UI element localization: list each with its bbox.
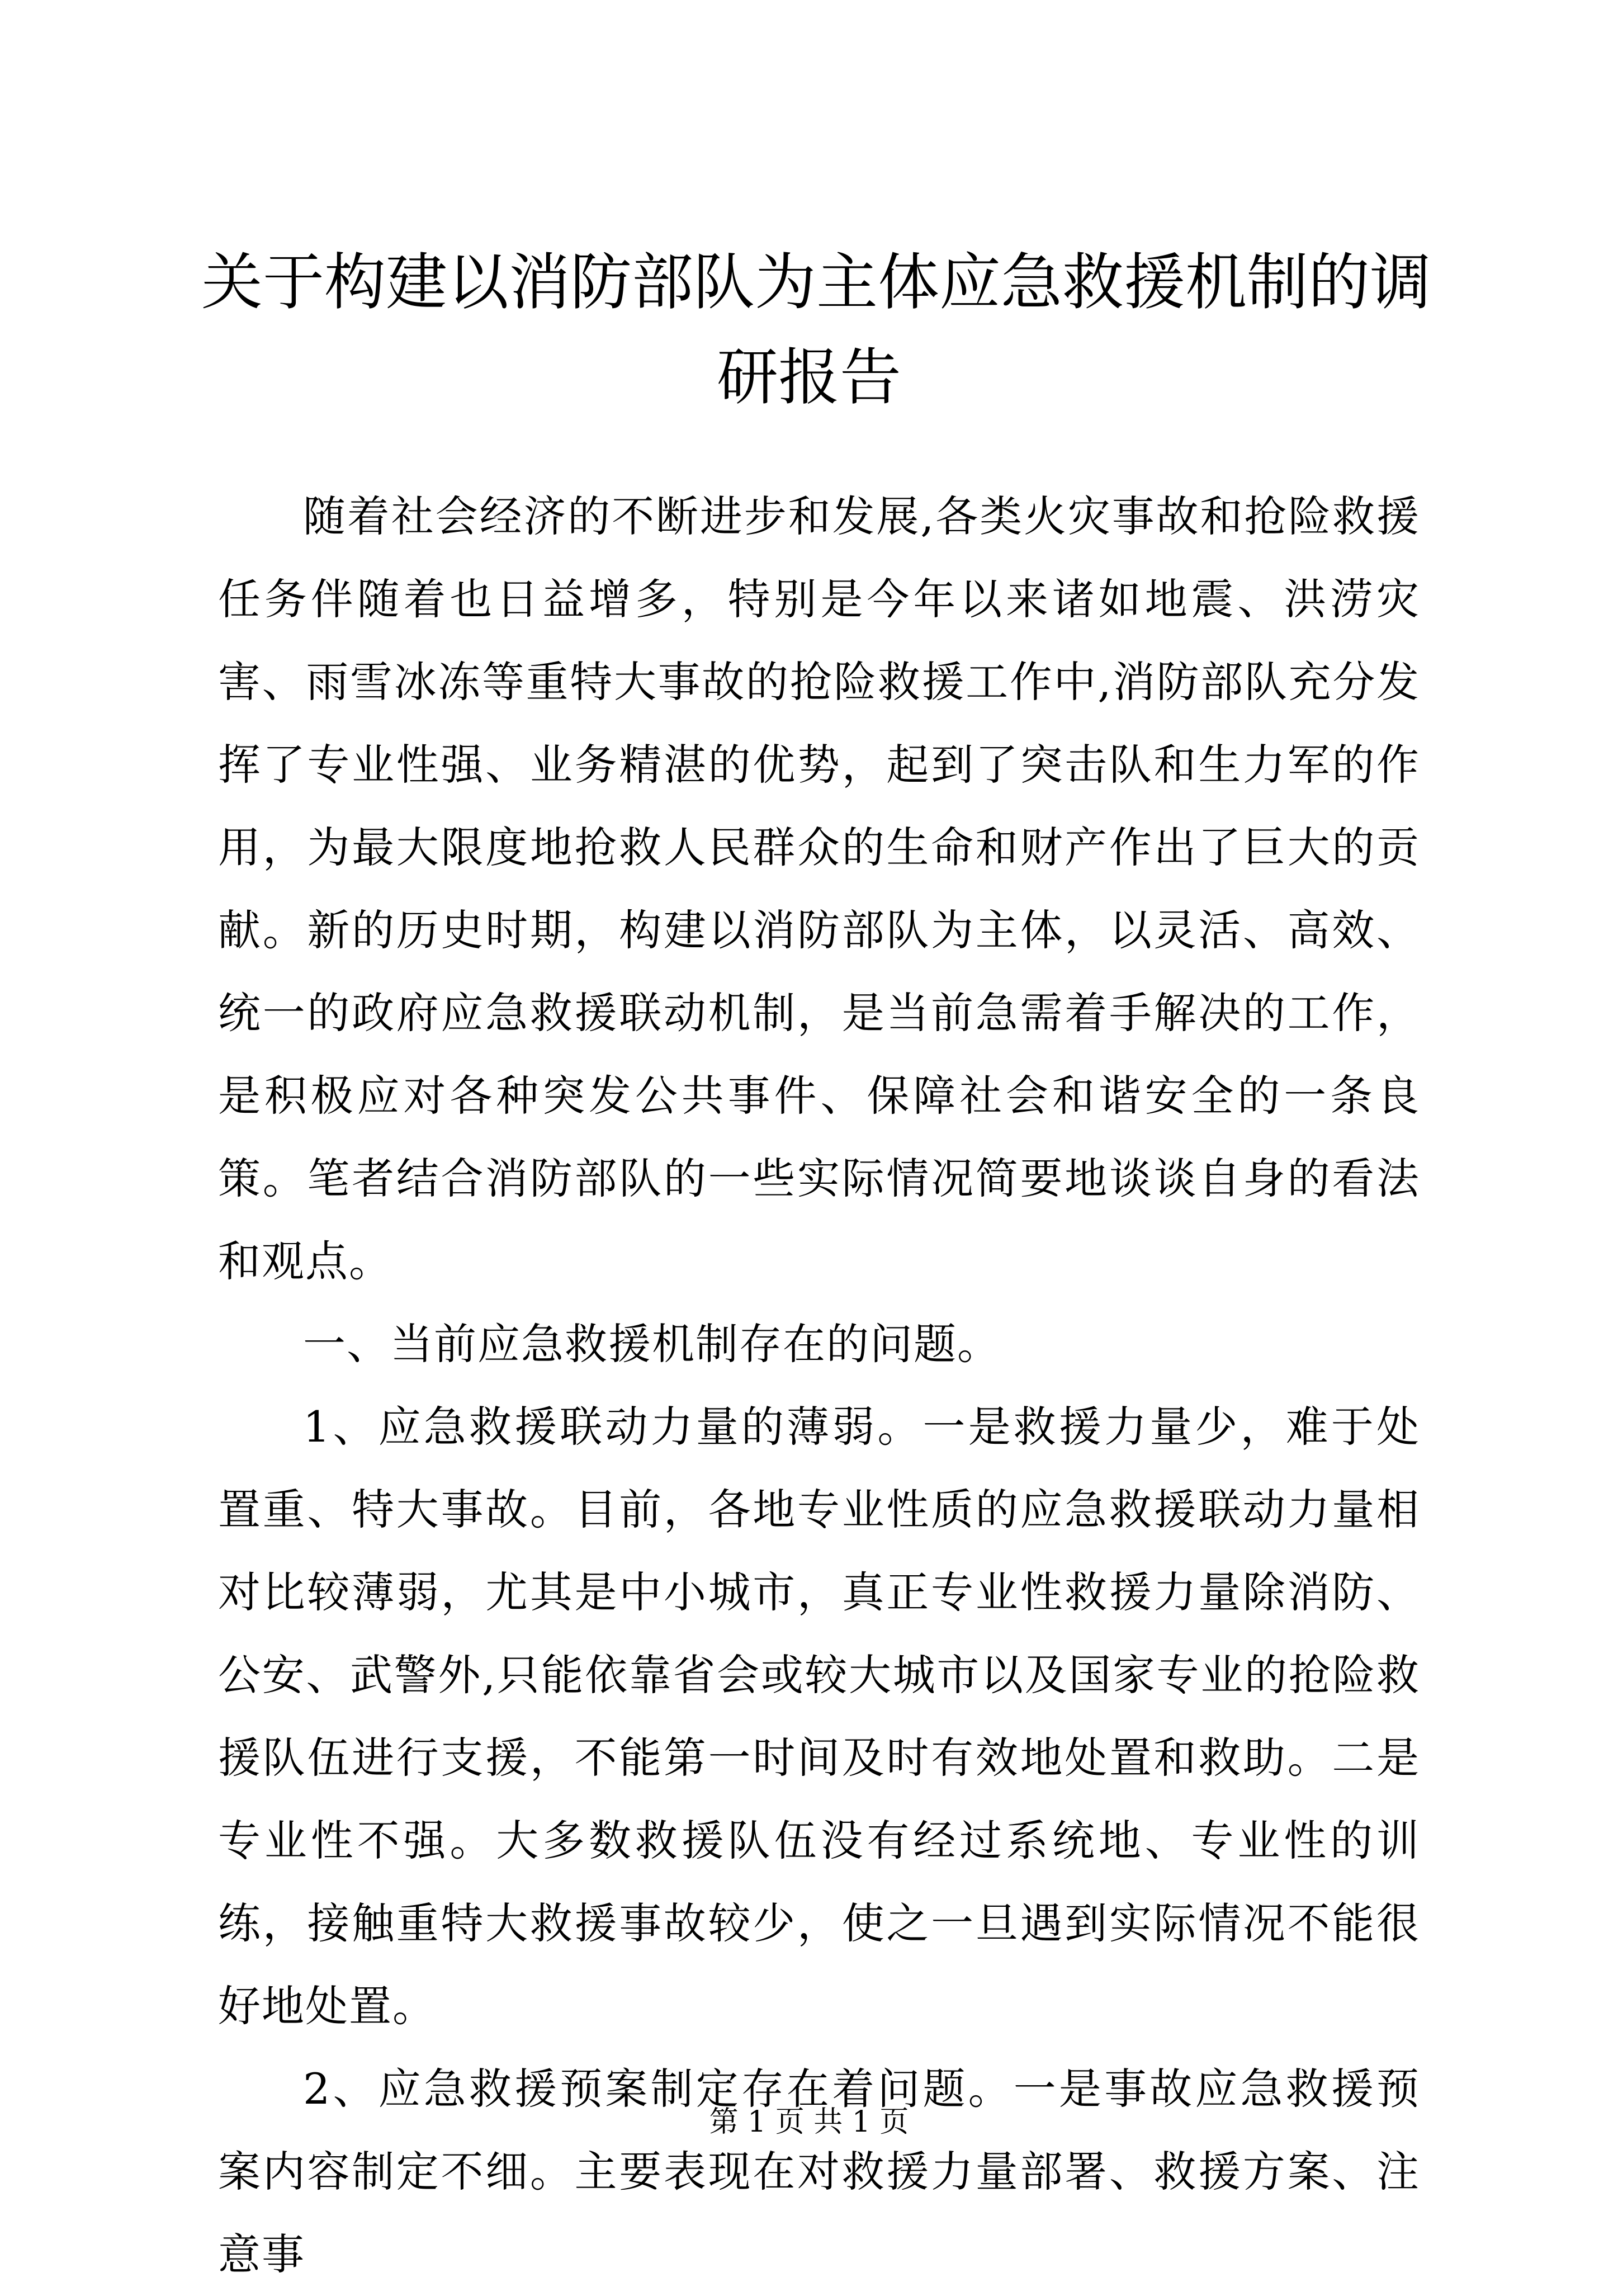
paragraph-intro: 随着社会经济的不断进步和发展,各类火灾事故和抢险救援任务伴随着也日益增多，特别是今年以来诸如地震、洪涝灾害、雨雪冰冻等重特大事故的抢险救援工作中,消防部队充分发挥了专业性强、业务精湛的优势，起到了突击队和生力军的作用，为最大限度地抢救人民群众的生命和财产作出了巨大的贡献。新的历史时期，构建以消防部队为主体，以灵活、高效、统一的政府应急救援联动机制，是当前急需着手解决的工作，是积极应对各种突发公共事件、保障社会和谐安全的一条良策。笔者结合消防部队的一些实际情况简要地谈谈自身的看法和观点。: [218, 492, 1420, 1286]
paragraph-item-1: 1、应急救援联动力量的薄弱。一是救援力量少，难于处置重、特大事故。目前，各地专业性质的应急救援联动力量相对比较薄弱，尤其是中小城市，真正专业性救援力量除消防、公安、武警外,只能依靠省会或较大城市以及国家专业的抢险救援队伍进行支援，不能第一时间及时有效地处置和救助。二是专业性不强。大多数救援队伍没有经过系统地、专业性的训练，接触重特大救援事故较少，使之一旦遇到实际情况不能很好地处置。: [218, 1402, 1420, 2031]
paragraph-item-2: 2、应急救援预案制定存在着问题。一是事故应急救援预案内容制定不细。主要表现在对救援力量部署、救援方案、注意事: [218, 2064, 1420, 2279]
title-line-2: 研报告: [717, 342, 901, 413]
document-title: [201, 235, 1431, 425]
title-line-1: 关于构建以消防部队为主体应急救援机制的调: [201, 247, 1431, 318]
page-footer: [0, 2103, 1618, 2142]
page-number: 第 1 页 共 1 页: [709, 2105, 909, 2139]
document-body: [218, 475, 1420, 2296]
section-heading-1: 一、当前应急救援机制存在的问题。: [303, 1319, 1001, 1369]
